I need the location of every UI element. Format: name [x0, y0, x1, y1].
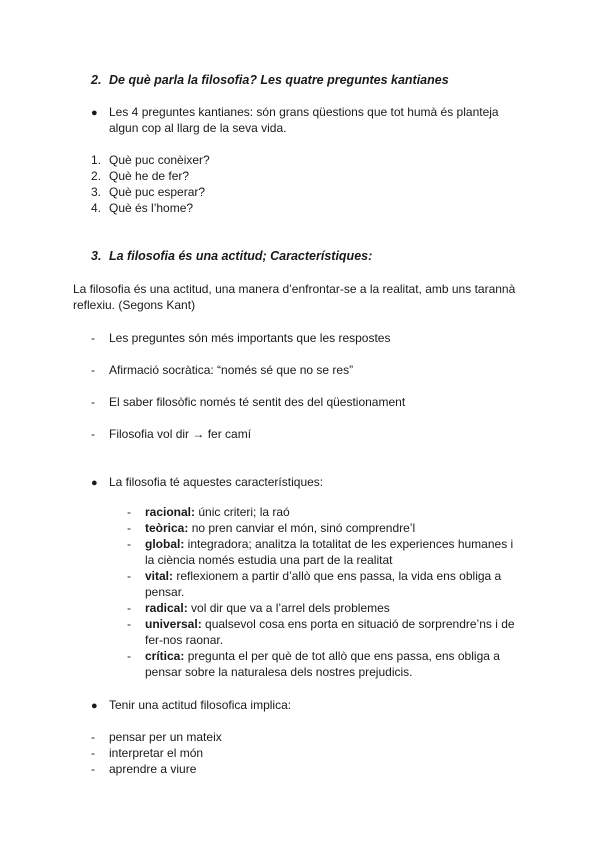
dash-icon: - [91, 427, 95, 441]
characteristic-desc-continued: pensar. [145, 585, 185, 599]
characteristic-item [145, 600, 390, 616]
attitude-item: aprendre a viure [109, 762, 197, 776]
characteristic-term: universal: [145, 617, 202, 631]
question-item: Què puc esperar? [109, 185, 206, 199]
attitude-item: interpretar el món [109, 746, 204, 760]
question-number: 1. [91, 153, 102, 167]
characteristic-item [145, 568, 501, 584]
characteristic-desc: reflexionem a partir d’allò que ens passa, la vida ens obliga a [173, 569, 502, 583]
characteristic-term: vital: [145, 569, 174, 583]
dash-item: Les preguntes són més importants que les respostes [109, 331, 391, 345]
dash-icon: - [127, 601, 131, 615]
dash-item: Afirmació socràtica: “només sé que no se res” [109, 363, 354, 377]
dash-item: Filosofia vol dir → fer camí [109, 427, 252, 441]
dash-icon: - [127, 537, 131, 551]
dash-icon: - [91, 730, 95, 744]
dash-icon: - [127, 617, 131, 631]
section-3-title: La filosofia és una actitud; Característiques: [109, 249, 373, 263]
dash-icon: - [127, 505, 131, 519]
bullet-icon: ● [91, 107, 98, 119]
question-number: 3. [91, 185, 102, 199]
attitude-paragraph-line-2: reflexiu. (Segons Kant) [73, 298, 196, 312]
characteristic-item [145, 536, 513, 552]
dash-icon: - [127, 649, 131, 663]
characteristic-desc: integradora; analitza la totalitat de les experiences humanes i [184, 537, 514, 551]
question-item: Què he de fer? [109, 169, 190, 183]
characteristic-term: crítica: [145, 649, 185, 663]
characteristic-term: racional: [145, 505, 196, 519]
dash-icon: - [127, 569, 131, 583]
dash-icon: - [91, 746, 95, 760]
bullet-icon: ● [91, 700, 98, 712]
dash-icon: - [91, 762, 95, 776]
characteristic-desc: qualsevol cosa ens porta en situació de sorprendre’ns i de [201, 617, 515, 631]
characteristic-item [145, 504, 290, 520]
kantian-intro-line-1: Les 4 preguntes kantianes: són grans qüestions que tot humà és planteja [109, 105, 499, 119]
dash-item: El saber filosòfic només té sentit des del qüestionament [109, 395, 406, 409]
characteristic-desc-continued: pensar sobre la naturalesa dels nostres prejudicis. [145, 665, 413, 679]
characteristic-desc-continued: la ciència només estudia una part de la realitat [145, 553, 393, 567]
question-number: 4. [91, 201, 102, 215]
bullet-icon: ● [91, 477, 98, 489]
question-item: Què puc conèixer? [109, 153, 210, 167]
characteristic-desc-continued: fer-nos raonar. [145, 633, 224, 647]
attitude-item: pensar per un mateix [109, 730, 222, 744]
section-2-title: De què parla la filosofia? Les quatre preguntes kantianes [109, 73, 449, 87]
characteristic-term: teòrica: [145, 521, 189, 535]
characteristic-item [145, 648, 500, 664]
attitude-paragraph-line-1: La filosofia és una actitud, una manera d’enfrontar-se a la realitat, amb uns tarannà [73, 282, 516, 296]
kantian-intro-line-2: algun cop al llarg de la seva vida. [109, 121, 287, 135]
characteristic-desc: pregunta el per què de tot allò que ens passa, ens obliga a [184, 649, 500, 663]
characteristic-term: global: [145, 537, 185, 551]
question-item: Què és l’home? [109, 201, 194, 215]
characteristic-item [145, 520, 415, 536]
dash-icon: - [127, 521, 131, 535]
characteristics-intro: La filosofia té aquestes característiques: [109, 475, 324, 489]
characteristic-item [145, 616, 515, 632]
attitude-intro: Tenir una actitud filosofica implica: [109, 698, 292, 712]
dash-icon: - [91, 363, 95, 377]
section-2-number: 2. [91, 73, 102, 87]
characteristic-desc: no pren canviar el món, sinó comprendre’l [188, 521, 416, 535]
dash-icon: - [91, 395, 95, 409]
section-3-number: 3. [91, 249, 102, 263]
characteristic-desc: vol dir que va a l’arrel dels problemes [187, 601, 390, 615]
characteristic-desc: únic criteri; la raó [195, 505, 290, 519]
dash-icon: - [91, 331, 95, 345]
question-number: 2. [91, 169, 102, 183]
characteristic-term: radical: [145, 601, 188, 615]
